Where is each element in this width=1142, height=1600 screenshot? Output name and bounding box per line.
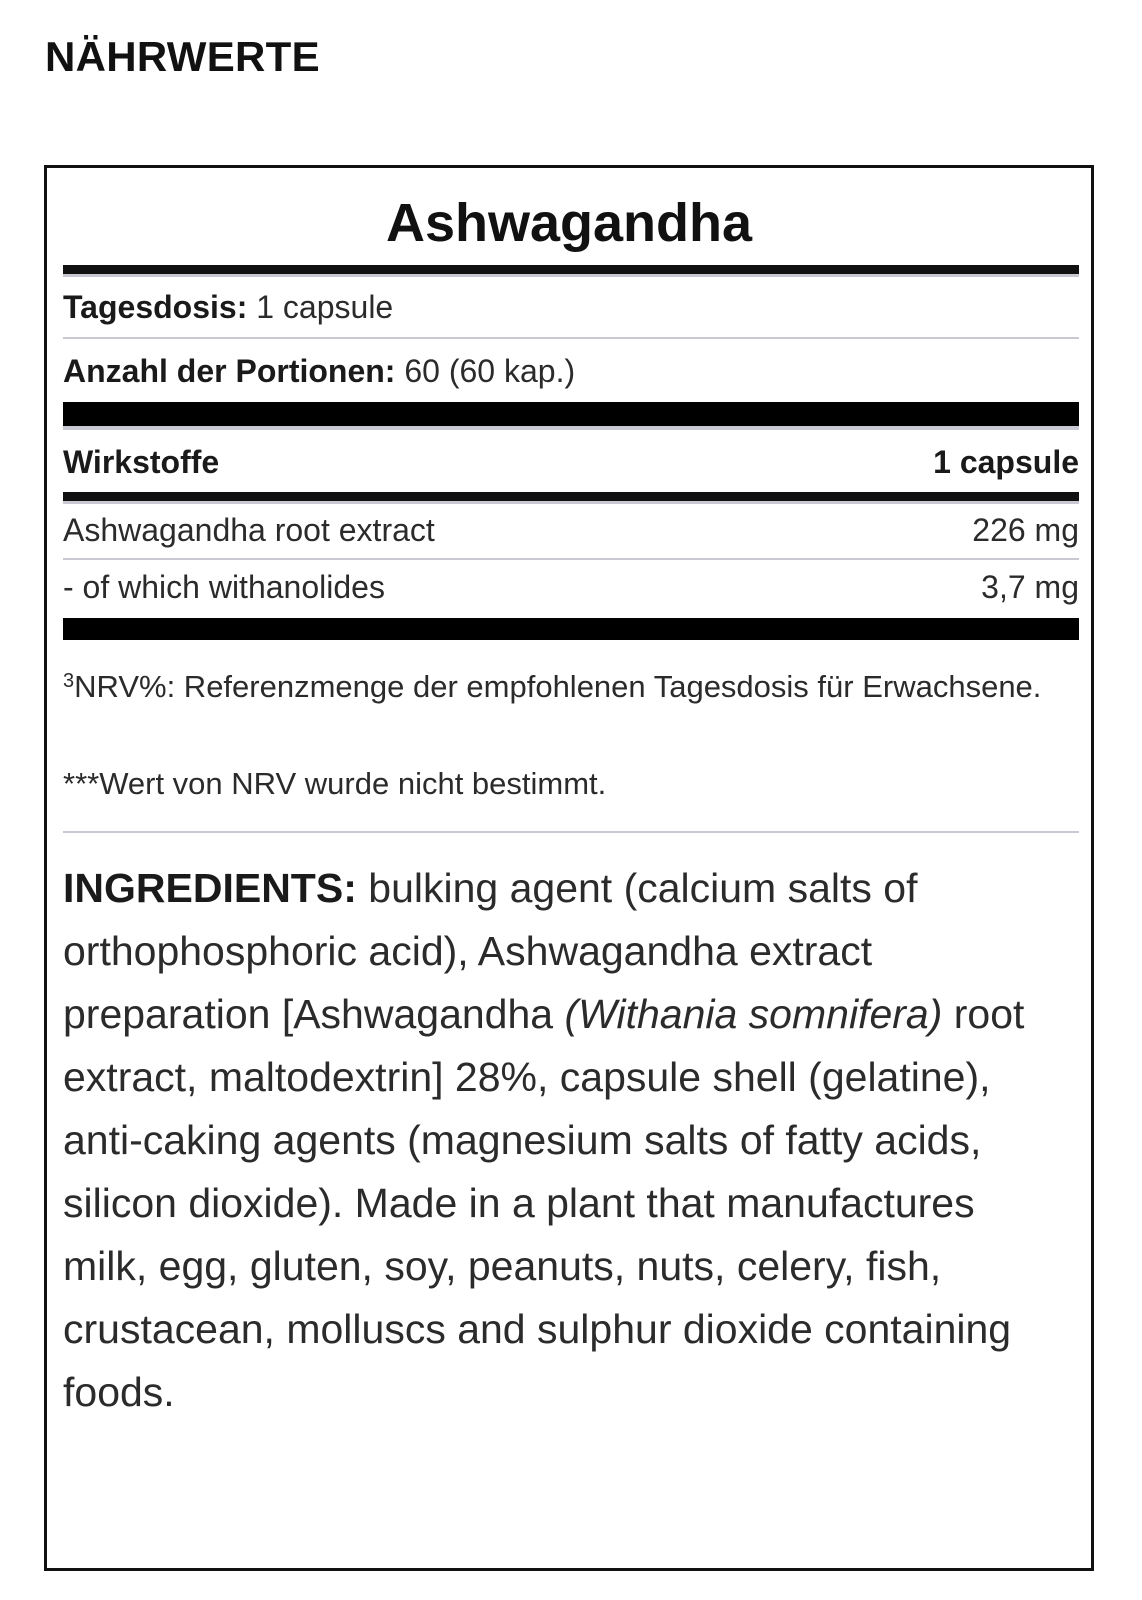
table-header xyxy=(63,443,1079,481)
table-header-divider xyxy=(63,492,1079,504)
footnote-marker: 3 xyxy=(63,670,75,692)
page-heading: NÄHRWERTE xyxy=(45,33,320,80)
ingredient-amount: 226 mg xyxy=(972,512,1079,548)
serving-row xyxy=(63,288,1079,326)
ingredient-amount: 3,7 mg xyxy=(981,569,1079,605)
ingredients-part-2: root extract, maltodextrin] 28%, capsule shell (gelatine), anti-caking agents (magnesium salts of fatty acids, silicon dioxide). Made in a plant that manufactures milk, egg, gluten, soy, peanuts, nuts, celery, fish, crustacean, molluscs and sulphur dioxide containing foods. xyxy=(63,991,1025,1415)
ingredients-label: INGREDIENTS: xyxy=(63,865,357,911)
servings-count-row xyxy=(63,352,1079,390)
servings-count-label: Anzahl der Portionen: xyxy=(63,353,396,389)
table-header-per-capsule: 1 capsule xyxy=(933,444,1079,480)
nrv-undetermined-note: ***Wert von NRV wurde nicht bestimmt. xyxy=(63,766,607,801)
nrv-footnote xyxy=(63,655,1063,713)
section-bar xyxy=(63,402,1079,430)
servings-count-value: 60 (60 kap.) xyxy=(404,353,576,389)
table-bottom-bar xyxy=(63,618,1079,640)
serving-divider xyxy=(63,337,1079,339)
product-title: Ashwagandha xyxy=(385,193,753,253)
latin-name: (Withania somnifera) xyxy=(564,991,943,1037)
table-header-active-substances: Wirkstoffe xyxy=(63,444,220,480)
serving-label: Tagesdosis: xyxy=(63,289,248,325)
row-divider xyxy=(63,558,1079,560)
ingredient-name: Ashwagandha root extract xyxy=(63,512,435,548)
table-row xyxy=(63,568,1079,606)
nutrition-label xyxy=(44,165,1094,1571)
ingredients-text xyxy=(63,857,1063,1424)
serving-value: 1 capsule xyxy=(256,289,394,325)
nrv-footnote-text: NRV%: Referenzmenge der empfohlenen Tagesdosis für Erwachsene. xyxy=(74,669,1042,704)
ingredient-name: - of which withanolides xyxy=(63,569,385,605)
ingredients-part-1: bulking agent (calcium salts of orthophosphoric acid), Ashwagandha extract preparation [Ashwagandha xyxy=(63,865,918,1037)
title-divider xyxy=(63,265,1079,277)
footnote-divider xyxy=(63,831,1079,833)
table-row xyxy=(63,511,1079,549)
